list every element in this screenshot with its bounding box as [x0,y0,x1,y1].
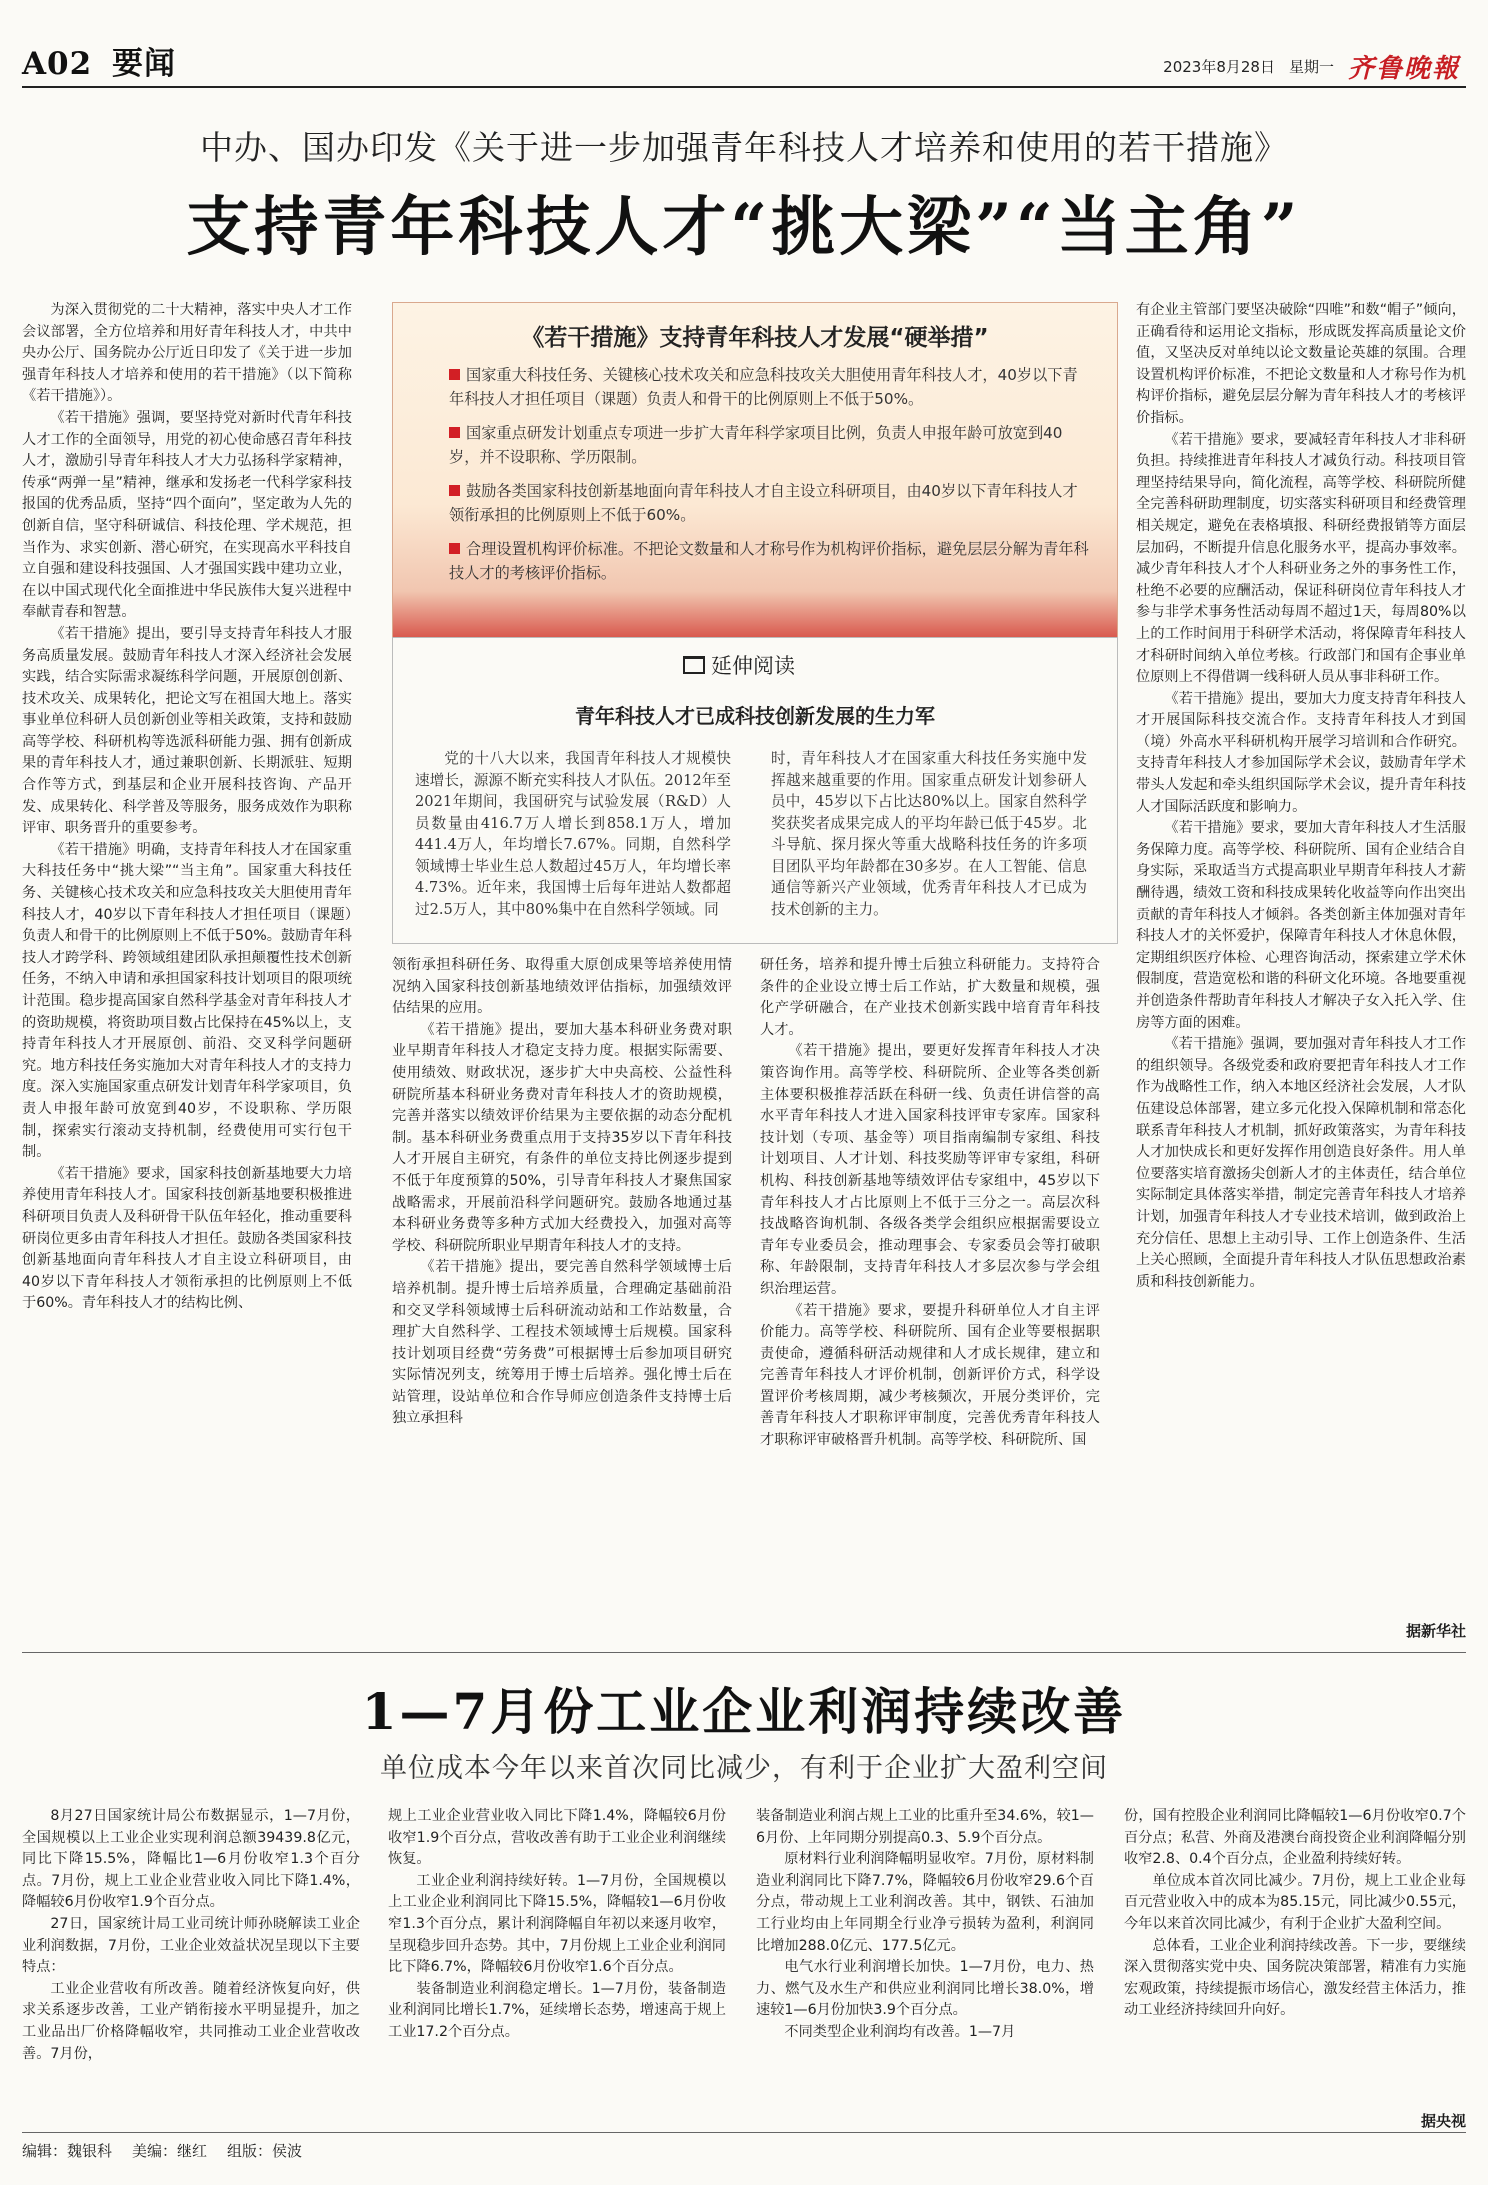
paragraph: 《若干措施》提出，要加大基本科研业务费对职业早期青年科技人才稳定支持力度。根据实际需要、使用绩效、财政状况，逐步扩大中央高校、公益性科研院所基本科研业务费对青年科技人才的资助规模，完善并落实以绩效评价结果为主要依据的动态分配机制。基本科研业务费重点用于支持35岁以下青年科技人才开展自主研究，有条件的单位支持比例逐步提到不低于年度预算的50%，引导青年科技人才聚焦国家战略需求，开展前沿科学问题研究。鼓励各地通过基本科研业务费等多种方式加大经费投入，加强对高等学校、科研院所职业早期青年科技人才的支持。 [392,1021,732,1254]
footer-editor: 编辑：魏银科 [22,2142,113,2160]
feature-box-title: 《若干措施》支持青年科技人才发展“硬举措” [521,325,989,351]
paragraph: 不同类型企业利润均有改善。1—7月 [784,2023,1016,2040]
article2-column-2 [388,1806,726,2128]
feature-box [392,302,1118,639]
paragraph: 《若干措施》提出，要引导支持青年科技人才服务高质量发展。鼓励青年科技人才深入经济社会发展实践，结合实际需求凝练科学问题，开展原创创新、技术攻关、成果转化，把论文写在祖国大地上。落实事业单位科研人员创新创业等相关政策，支持和鼓励高等学校、科研机构等选派科研能力强、拥有创新成果的青年科技人才，通过兼职创新、长期派驻、短期合作等方式，到基层和企业开展科技咨询、产品开发、成果转化、科学普及等服务，服务成效作为职称评审、职务晋升的重要参考。 [22,625,352,837]
extended-reading-label: 延伸阅读 [683,650,795,680]
article2-headline: 1—7月份工业企业利润持续改善 [361,1682,1127,1741]
footer-art-editor: 美编：继红 [132,2142,208,2160]
paragraph: 《若干措施》要求，要加大青年科技人才生活服务保障力度。高等学校、科研院所、国有企业结合自身实际，采取适当方式提高职业早期青年科技人才薪酬待遇，绩效工资和科技成果转化收益等向作出突出贡献的青年科技人才倾斜。各类创新主体加强对青年科技人才的关怀爱护，保障青年科技人才休息休假，定期组织医疗体检、心理咨询活动，探索建立学术休假制度，营造宽松和谐的科研文化环境。各地要重视并创造条件帮助青年科技人才解决子女入托入学、住房等方面的困难。 [1136,820,1466,1031]
extended-reading-box [392,637,1118,944]
paragraph: 电气水行业利润增长加快。1—7月份，电力、热力、燃气及水生产和供应业利润同比增长38.0%，增速较1—6月份加快3.9个百分点。 [756,1959,1094,2019]
paragraph: 27日，国家统计局工业司统计师孙晓解读工业企业利润数据，7月份，工业企业效益状况呈现以下主要特点： [22,1915,360,1976]
article1-credit: 据新华社 [1405,1622,1466,1640]
extended-reading-title: 青年科技人才已成科技创新发展的生力军 [575,704,935,728]
bullet-square-icon [449,369,460,380]
paragraph: 《若干措施》要求，要提升科研单位人才自主评价能力。高等学校、科研院所、国有企业等要根据职责使命，遵循科研活动规律和人才成长规律，建立和完善青年科技人才评价机制，创新评价方式，科学设置评价考核周期，减少考核频次，开展分类评价，完善青年科技人才职称评审制度，完善优秀青年科技人才职称评审破格晋升机制。高等学校、科研院所、国 [760,1302,1100,1449]
feature-item: 国家重大科技任务、关键核心技术攻关和应急科技攻关大胆使用青年科技人才，40岁以下青年科技人才担任项目（课题）负责人和骨干的比例原则上不低于50%。 [449,366,1078,408]
paper-logo: 齐鲁晚報 [1347,54,1460,84]
article1-kicker: 中办、国办印发《关于进一步加强青年科技人才培养和使用的若干措施》 [200,128,1288,167]
bullet-square-icon [449,427,460,438]
article1-column-4 [1136,300,1466,1618]
issue-weekday: 星期一 [1288,58,1334,76]
article2-column-3 [756,1806,1094,2128]
paragraph: 8月27日国家统计局公布数据显示，1—7月份，全国规模以上工业企业实现利润总额39439.8亿元，同比下降15.5%，降幅比1—6月份收窄1.3个百分点。7月份，规上工业企业营业收入同比下降1.4%，降幅较6月份收窄1.9个百分点。 [22,1808,360,1911]
extended-reading-right: 时，青年科技人才在国家重大科技任务实施中发挥越来越重要的作用。国家重点研发计划参研人员中，45岁以下占比达80%以上。国家自然科学奖获奖者成果完成人的平均年龄已低于45岁。北斗导航、探月探火等重大战略科技任务的许多项目团队平均年龄都在30多岁。在人工智能、信息通信等新兴产业领域，优秀青年科技人才已成为技术创新的主力。 [771,750,1087,918]
article1-headline: 支持青年科技人才“挑大梁”“当主角” [186,190,1302,265]
article1-column-2 [392,955,732,1645]
feature-item: 合理设置机构评价标准。不把论文数量和人才称号作为机构评价指标，避免层层分解为青年科技人才的考核评价指标。 [449,540,1089,582]
paragraph: 装备制造业利润占规上工业的比重升至34.6%，较1—6月份、上年同期分别提高0.3、5.9个百分点。 [756,1808,1094,1846]
paragraph: 为深入贯彻党的二十大精神，落实中央人才工作会议部署，全方位培养和用好青年科技人才，中共中央办公厅、国务院办公厅近日印发了《关于进一步加强青年科技人才培养和使用的若干措施》（以下简称《若干措施》）。 [22,302,352,405]
paragraph: 装备制造业利润稳定增长。1—7月份，装备制造业利润同比增长1.7%，延续增长态势，增速高于规上工业17.2个百分点。 [388,1980,726,2040]
article1-column-3 [760,955,1100,1645]
paragraph: 《若干措施》提出，要完善自然科学领域博士后培养机制。提升博士后培养质量，合理确定基础前沿和交叉学科领域博士后科研流动站和工作站数量，合理扩大自然科学、工程技术领域博士后规模。国家科技计划项目经费“劳务费”可根据博士后参加项目研究实际情况列支，统筹用于博士后培养。强化博士后在站管理，设站单位和合作导师应创造条件支持博士后独立承担科 [392,1259,732,1427]
issue-date: 2023年8月28日 [1163,58,1275,76]
paragraph: 《若干措施》要求，国家科技创新基地要大力培养使用青年科技人才。国家科技创新基地要积极推进科研项目负责人及科研骨干队伍年轻化，推动重要科研岗位更多由青年科技人才担任。鼓励各类国家科技创新基地面向青年科技人才自主设立科研项目，由40岁以下青年科技人才领衔承担的比例原则上不低于60%。青年科技人才的结构比例、 [22,1165,352,1312]
paragraph: 原材料行业利润降幅明显收窄。7月份，原材料制造业利润同比下降7.7%，降幅较6月份收窄29.6个百分点，带动规上工业利润改善。其中，钢铁、石油加工行业均由上年同期全行业净亏损转为盈利，利润同比增加288.0亿元、177.5亿元。 [756,1851,1094,1954]
paragraph: 单位成本首次同比减少。7月份，规上工业企业每百元营业收入中的成本为85.15元，同比减少0.55元，今年以来首次同比减少，有利于企业扩大盈利空间。 [1124,1872,1466,1932]
paragraph: 份，国有控股企业利润同比降幅较1—6月份收窄0.7个百分点；私营、外商及港澳台商投资企业利润降幅分别收窄2.8、0.4个百分点，企业盈利持续好转。 [1124,1808,1466,1868]
paragraph: 总体看，工业企业利润持续改善。下一步，要继续深入贯彻落实党中央、国务院决策部署，精准有力实施宏观政策，持续提振市场信心，激发经营主体活力，推动工业经济持续回升向好。 [1124,1937,1466,2019]
article1-column-1 [22,300,352,1640]
bullet-square-icon [449,485,460,496]
paragraph: 《若干措施》强调，要加强对青年科技人才工作的组织领导。各级党委和政府要把青年科技人才工作作为战略性工作，纳入本地区经济社会发展，人才队伍建设总体部署，建立多元化投入保障机制和常态化联系青年科技人才机制，抓好政策落实，为青年科技人才加快成长和更好发挥作用创造良好条件。用人单位要落实培育激扬尖创新人才的主体责任，结合单位实际制定具体落实举措，制定完善青年科技人才培养计划，加强青年科技人才专业技术培训，做到政治上充分信任、思想上主动引导、工作上创造条件、生活上关心照顾，全面提升青年科技人才队伍思想政治素质和科技创新能力。 [1136,1036,1466,1290]
article2-subhead: 单位成本今年以来首次同比减少，有利于企业扩大盈利空间 [380,1753,1108,1784]
article2-column-1 [22,1806,360,2128]
feature-item: 鼓励各类国家科技创新基地面向青年科技人才自主设立科研项目，由40岁以下青年科技人才领衔承担的比例原则上不低于60%。 [449,482,1078,524]
paragraph: 《若干措施》要求，要减轻青年科技人才非科研负担。持续推进青年科技人才减负行动。科技项目管理坚持结果导向，简化流程，高等学校、科研院所健全完善科研助理制度，切实落实科研项目和经费管理相关规定，避免在表格填报、科研经费报销等方面层层加码，不断提升信息化服务水平，提高办事效率。减少青年科技人才个人科研业务之外的事务性工作，杜绝不必要的应酬活动，保证科研岗位青年科技人才参与非学术事务性活动每周不超过1天，每周80%以上的工作时间用于科研学术活动，将保障青年科技人才科研时间纳入单位考核。行政部门和国有企事业单位原则上不得借调一线科研人员从事非科研工作。 [1136,431,1466,686]
paragraph: 工业企业营收有所改善。随着经济恢复向好，供求关系逐步改善，工业产销衔接水平明显提升，加之工业品出厂价格降幅收窄，共同推动工业企业营收改善。7月份， [22,1980,360,2062]
section-divider [22,1652,1466,1653]
article2-column-4 [1124,1806,1466,2110]
footer-credits [22,2140,302,2161]
page-code: A02 [22,46,93,82]
feature-item: 国家重点研发计划重点专项进一步扩大青年科学家项目比例，负责人申报年龄可放宽到40岁，并不设职称、学历限制。 [449,424,1063,466]
masthead-rule [22,86,1466,88]
book-icon [683,656,705,674]
paragraph: 规上工业企业营业收入同比下降1.4%，降幅较6月份收窄1.9个百分点，营收改善有助于工业企业利润继续恢复。 [388,1808,726,1868]
paragraph: 研任务，培养和提升博士后独立科研能力。支持符合条件的企业设立博士后工作站，扩大数量和规模，强化产学研融合，在产业技术创新实践中培育青年科技人才。 [760,957,1100,1038]
paragraph: 《若干措施》提出，要加大力度支持青年科技人才开展国际科技交流合作。支持青年科技人才到国（境）外高水平科研机构开展学习培训和合作研究。支持青年科技人才参加国际学术会议，鼓励青年学术带头人发起和牵头组织国际学术会议，提升青年科技人才国际活跃度和影响力。 [1136,690,1466,815]
paragraph: 领衔承担科研任务、取得重大原创成果等培养使用情况纳入国家科技创新基地绩效评估指标，加强绩效评估结果的应用。 [392,957,732,1017]
paragraph: 有企业主管部门要坚决破除“四唯”和数“帽子”倾向，正确看待和运用论文指标，形成既发挥高质量论文价值，又坚决反对单纯以论文数量论英雄的氛围。合理设置机构评价标准，不把论文数量和人才称号作为机构评价指标，避免层层分解为青年科技人才的考核评价指标。 [1136,302,1466,426]
paragraph: 《若干措施》提出，要更好发挥青年科技人才决策咨询作用。高等学校、科研院所、企业等各类创新主体要积极推荐活跃在科研一线、负责任讲信誉的高水平青年科技人才进入国家科技评审专家库。国家科技计划（专项、基金等）项目指南编制专家组、科技计划项目、人才计划、科技奖励等评审专家组，科研机构、科技创新基地等绩效评估专家组中，45岁以下青年科技人才占比原则上不低于三分之一。高层次科技战略咨询机制、各级各类学会组织应根据需要设立青年专业委员会，推动理事会、专家委员会等打破职称、年龄限制，支持青年科技人才多层次参与学会组织治理运营。 [760,1043,1100,1297]
masthead-info [1163,48,1460,85]
section-name: 要闻 [112,46,176,82]
article2-credit: 据央视 [1420,2112,1466,2130]
bullet-square-icon [449,543,460,554]
footer-layout-editor: 组版：侯波 [227,2142,303,2160]
footer-rule [22,2132,1466,2133]
paragraph: 《若干措施》强调，要坚持党对新时代青年科技人才工作的全面领导，用党的初心使命感召青年科技人才，激励引导青年科技人才大力弘扬科学家精神，传承“两弹一星”精神，继承和发扬老一代科学家科技报国的优秀品质，坚持“四个面向”，坚定敢为人先的创新自信，坚守科研诚信、科技伦理、学术规范，担当作为、求实创新、潜心研究，在实现高水平科技自立自强和建设科技强国、人才强国实践中建功立业，在以中国式现代化全面推进中华民族伟大复兴进程中奉献青春和智慧。 [22,409,352,621]
paragraph: 工业企业利润持续好转。1—7月份，全国规模以上工业企业利润同比下降15.5%，降幅较1—6月份收窄1.3个百分点，累计利润降幅自年初以来逐月收窄，呈现稳步回升态势。其中，7月份规上工业企业利润同比下降6.7%，降幅较6月份收窄1.6个百分点。 [388,1872,726,1976]
page-section-header [22,38,176,83]
extended-reading-left: 党的十八大以来，我国青年科技人才规模快速增长，源源不断充实科技人才队伍。2012年至2021年期间，我国研究与试验发展（R&D）人员数量由416.7万人增长到858.1万人，增加441.4万人，年均增长7.67%。同期，自然科学领域博士毕业生总人数超过45万人，年均增长率4.73%。近年来，我国博士后每年进站人数都超过2.5万人，其中80%集中在自然科学领域。同 [415,750,731,918]
paragraph: 《若干措施》明确，支持青年科技人才在国家重大科技任务中“挑大梁”“当主角”。国家重大科技任务、关键核心技术攻关和应急科技攻关大胆使用青年科技人才，40岁以下青年科技人才担任项目（课题）负责人和骨干的比例原则上不低于50%。鼓励青年科技人才跨学科、跨领域组建团队承担颠覆性技术创新任务，不纳入申请和承担国家科技计划项目的限项统计范围。稳步提高国家自然科学基金对青年科技人才的资助规模，将资助项目数占比保持在45%以上，支持青年科技人才开展原创、前沿、交叉科学问题研究。地方科技任务实施加大对青年科技人才的支持力度。深入实施国家重点研发计划青年科学家项目，负责人申报年龄可放宽到40岁，不设职称、学历限制，探索实行滚动支持机制，经费使用可实行包干制。 [22,841,352,1161]
